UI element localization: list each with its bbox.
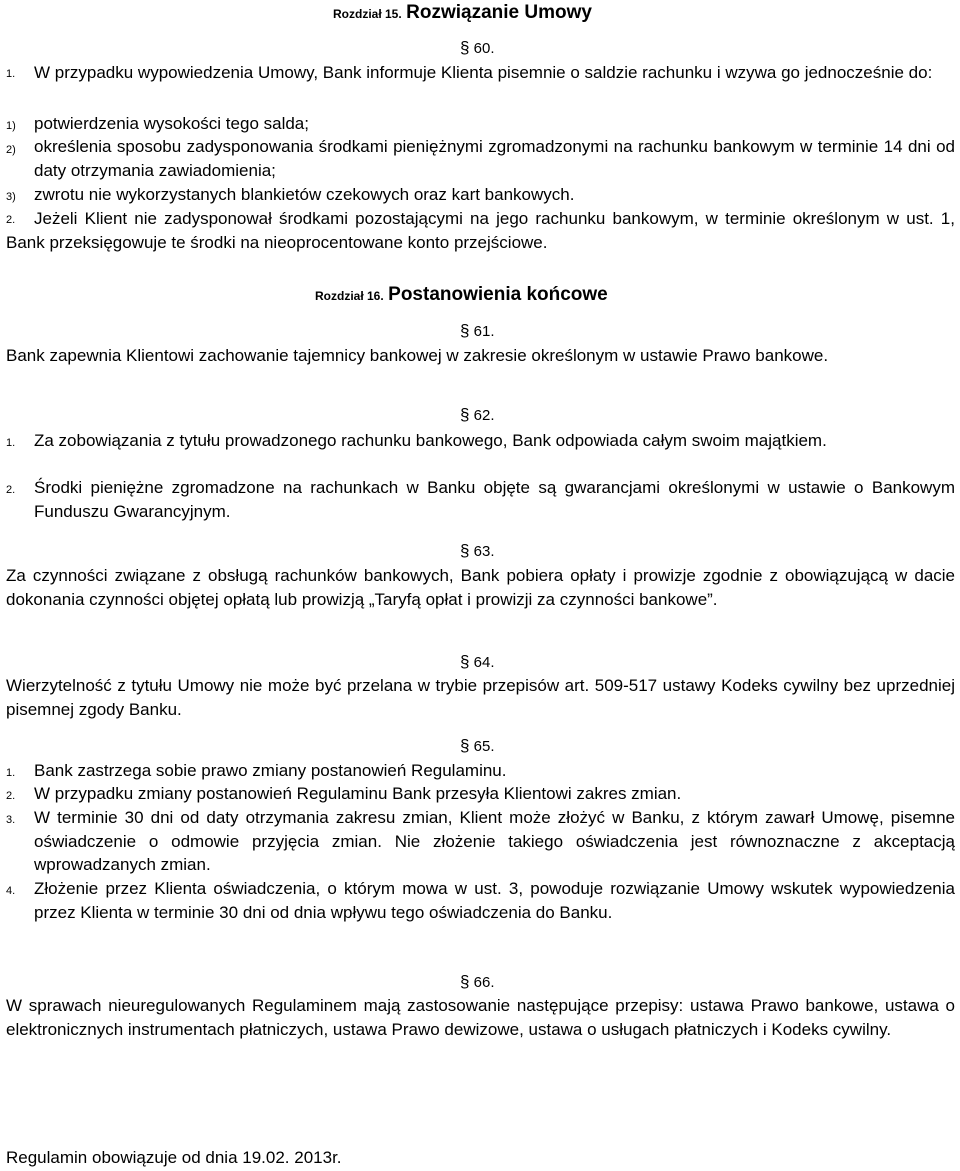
chapter-16-title: Postanowienia końcowe	[388, 284, 608, 305]
s62-p1-number: 1.	[6, 437, 16, 449]
s60-item-2-number: 2)	[6, 144, 16, 156]
section-sign: §	[460, 321, 470, 340]
section-61-header	[460, 321, 495, 341]
s62-p2-number: 2.	[6, 484, 16, 496]
s65-item-2-text: W przypadku zmiany postanowień Regulaminu Bank przesyła Klientowi zakres zmian.	[34, 784, 682, 803]
s60-p1-body: W przypadku wypowiedzenia Umowy, Bank informuje Klienta pisemnie o saldzie rachunku i wzywa go jednocześnie do:	[34, 63, 933, 82]
s64-text: Wierzytelność z tytułu Umowy nie może być przelana w trybie przepisów art. 509-517 ustawy Kodeks cywilny bez uprzedniej pisemnej zgody Banku.	[6, 676, 955, 719]
section-sign: §	[460, 736, 470, 755]
s65-item-1-text: Bank zastrzega sobie prawo zmiany postanowień Regulaminu.	[34, 761, 507, 780]
s60-p2-text	[6, 207, 955, 254]
section-number: 60.	[473, 40, 495, 57]
s65-item-3-number: 3.	[6, 814, 16, 826]
s62-p2-text: Środki pieniężne zgromadzone na rachunkach w Banku objęte są gwarancjami określonymi w ustawie o Bankowym Funduszu Gwarancyjnym.	[34, 478, 955, 521]
s65-item-1-number: 1.	[6, 767, 16, 779]
s60-item-3-text: zwrotu nie wykorzystanych blankietów czekowych oraz kart bankowych.	[34, 185, 575, 204]
section-62-header	[460, 405, 495, 425]
section-63-header	[460, 541, 495, 561]
section-number: 64.	[473, 654, 495, 671]
chapter-16-label: Rozdział 16.	[315, 289, 384, 303]
section-65-header	[460, 736, 495, 756]
s60-p1-text	[6, 61, 955, 85]
s60-item-1-number: 1)	[6, 120, 16, 132]
s60-p2-body: Jeżeli Klient nie zadysponował środkami pozostającymi na jego rachunku bankowym, w terminie określonym w ust. 1, Bank przeksięgowuje te środki na nieoprocentowane konto przejściowe.	[6, 209, 955, 252]
section-sign: §	[460, 972, 470, 991]
section-number: 63.	[473, 543, 495, 560]
section-number: 65.	[473, 738, 495, 755]
s63-text: Za czynności związane z obsługą rachunków bankowych, Bank pobiera opłaty i prowizje zgodnie z obowiązującą w dacie dokonania czynności objętej opłatą lub prowizją „Taryfą opłat i prowizji za czynności bankowe”.	[6, 566, 955, 609]
section-number: 62.	[473, 407, 495, 424]
section-sign: §	[460, 541, 470, 560]
s65-item-4-text: Złożenie przez Klienta oświadczenia, o którym mowa w ust. 3, powoduje rozwiązanie Umowy wskutek wypowiedzenia przez Klienta w terminie 30 dni od dnia wpływu tego oświadczenia do Banku.	[34, 879, 955, 922]
chapter-15-heading	[333, 2, 592, 24]
section-number: 66.	[473, 974, 495, 991]
s62-p1-text: Za zobowiązania z tytułu prowadzonego rachunku bankowego, Bank odpowiada całym swoim majątkiem.	[34, 431, 827, 450]
s60-p1-number: 1.	[6, 68, 16, 80]
s60-item-2-text: określenia sposobu zadysponowania środkami pieniężnymi zgromadzonymi na rachunku bankowym w terminie 14 dni od daty otrzymania zawiadomienia;	[34, 137, 955, 180]
section-sign: §	[460, 38, 470, 57]
footer-validity-date: Regulamin obowiązuje od dnia 19.02. 2013r.	[6, 1148, 342, 1167]
chapter-15-label: Rozdział 15.	[333, 7, 402, 21]
s60-item-3-number: 3)	[6, 191, 16, 203]
section-64-header	[460, 652, 495, 672]
chapter-16-heading	[315, 284, 608, 306]
s61-text: Bank zapewnia Klientowi zachowanie tajemnicy bankowej w zakresie określonym w ustawie Prawo bankowe.	[6, 346, 829, 365]
s65-item-3-text: W terminie 30 dni od daty otrzymania zakresu zmian, Klient może złożyć w Banku, z którym zawarł Umowę, pisemne oświadczenie o odmowie przyjęcia zmian. Nie złożenie takiego oświadczenia jest równoznaczne z akceptacją wprowadzanych zmian.	[34, 808, 955, 874]
chapter-15-title: Rozwiązanie Umowy	[406, 2, 592, 23]
s65-item-2-number: 2.	[6, 790, 16, 802]
section-number: 61.	[473, 323, 495, 340]
s65-item-4-number: 4.	[6, 885, 16, 897]
section-sign: §	[460, 405, 470, 424]
section-60-header	[460, 38, 495, 58]
s60-p2-number: 2.	[6, 214, 16, 226]
section-sign: §	[460, 652, 470, 671]
section-66-header	[460, 972, 495, 992]
s66-text: W sprawach nieuregulowanych Regulaminem mają zastosowanie następujące przepisy: ustawa Prawo bankowe, ustawa o elektronicznych instrumentach płatniczych, ustawa Prawo dewizowe, ustawa o usługach płatniczych i Kodeks cywilny.	[6, 996, 955, 1039]
s60-item-1-text: potwierdzenia wysokości tego salda;	[34, 114, 309, 133]
